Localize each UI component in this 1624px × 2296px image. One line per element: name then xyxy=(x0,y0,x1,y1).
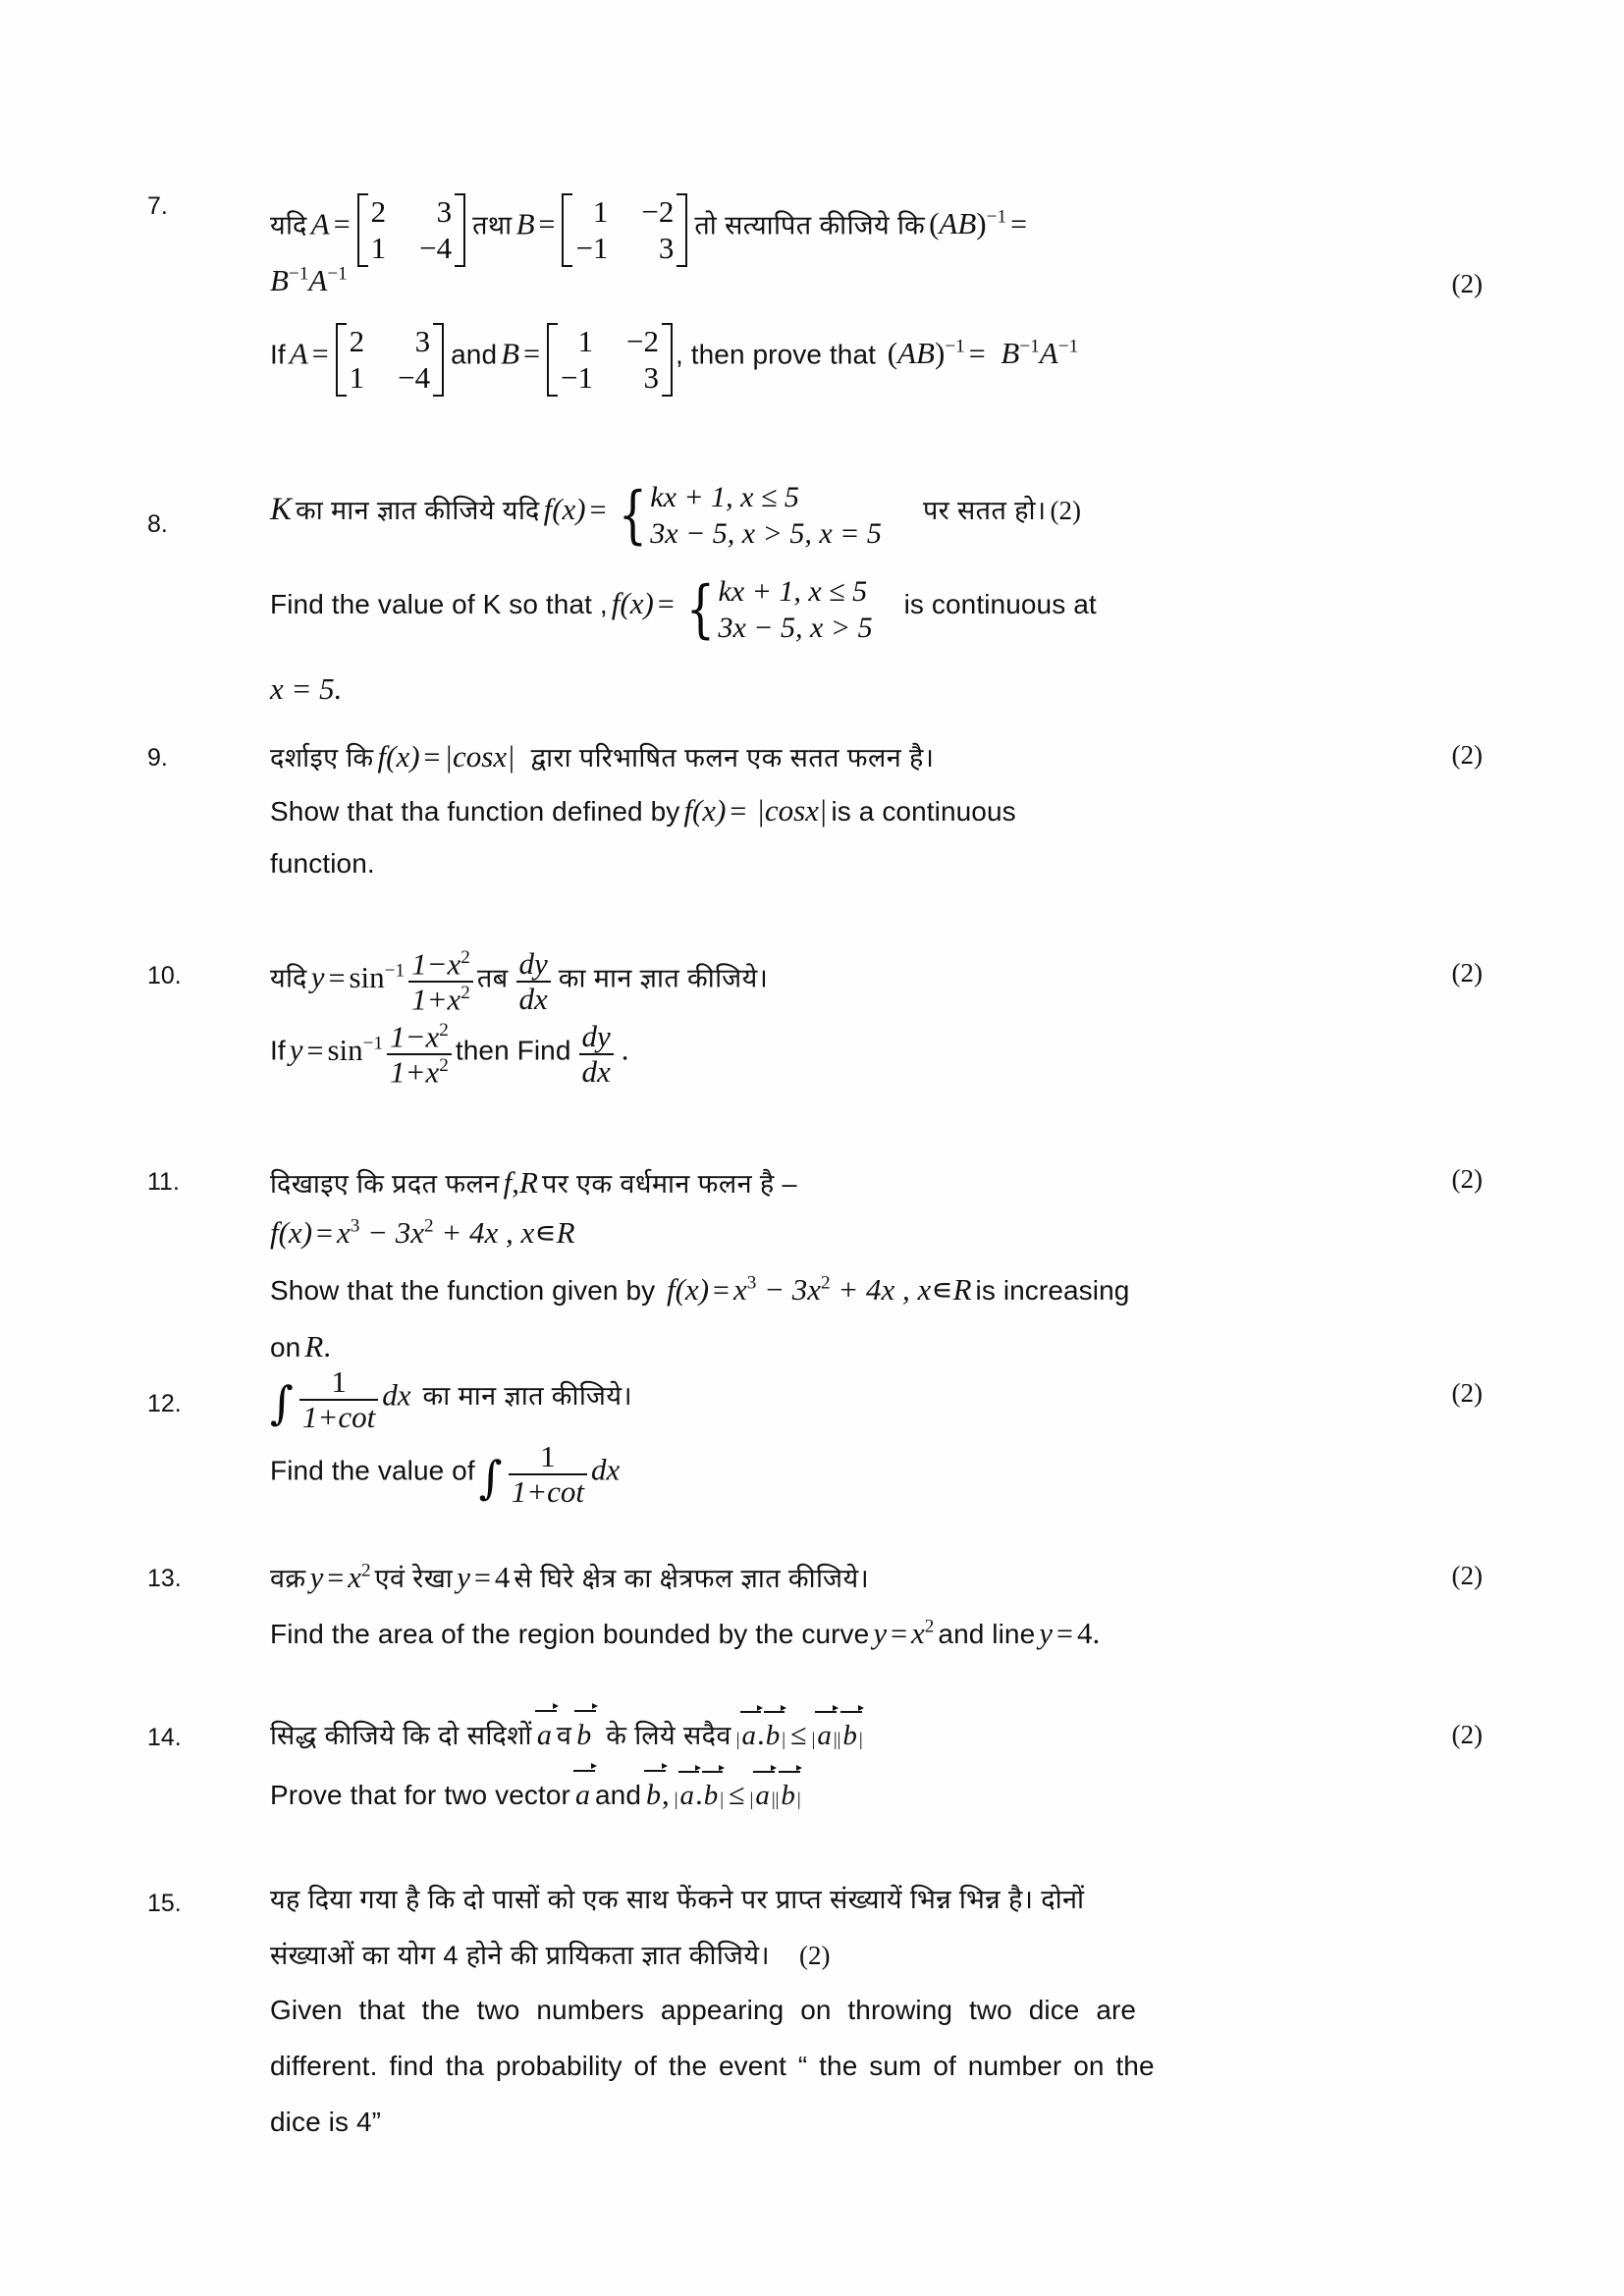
vector-a-icon-en-2: a xyxy=(679,1780,696,1812)
q7-var-b-en: B xyxy=(501,336,520,371)
leq-op: ≤ xyxy=(790,1719,807,1751)
dot-product-op: . xyxy=(757,1717,765,1751)
q9-hindi-line: दर्शाइए कि f(x) = |cosx| द्वारा परिभाषित फलन एक सतत फलन है। (2) xyxy=(270,739,1483,774)
abs-close-3: | xyxy=(858,1730,863,1750)
dot-product-op-en: . xyxy=(695,1777,703,1811)
q9-english-suffix: is a continuous xyxy=(831,796,1016,827)
q11-hindi-line xyxy=(270,1164,1483,1215)
q8-english-prefix: Find the value of K so that , xyxy=(270,588,608,619)
q12-den: 1+cot xyxy=(299,1399,378,1433)
q7-hindi-prefix: यदि xyxy=(270,210,307,240)
q12-num-en: 1 xyxy=(540,1439,556,1473)
q14-comma: , xyxy=(662,1777,670,1811)
q7-matrix-a-english: 2 3 1 −4 xyxy=(336,322,444,398)
q12-fraction-hindi xyxy=(299,1366,378,1432)
abs-open-2: | xyxy=(811,1730,816,1750)
q10-fraction-english: $\frac{1-x^2}{1+x^2}$ xyxy=(387,1021,452,1088)
q10-english-suffix: . xyxy=(621,1032,629,1067)
question-15 xyxy=(147,1880,1483,2156)
q11-var-r-en: R xyxy=(304,1329,324,1363)
q8-piecewise-hindi: { kx + 1, x ≤ 5 3x − 5, x > 5, x = 5 xyxy=(618,478,882,552)
q15-hindi-2: संख्याओं का योग 4 होने की प्रायिकता ज्ञात कीजिये। xyxy=(270,1941,771,1970)
q10-hindi-prefix: यदि xyxy=(270,963,307,993)
q7-english-prefix: If xyxy=(270,339,286,370)
q7-matrix-b-hindi: 1 −2 −1 3 xyxy=(562,192,687,268)
question-number: 14. xyxy=(147,1724,182,1751)
q7-hindi-suffix: तो सत्यापित कीजिये कि xyxy=(694,210,926,240)
question-14 xyxy=(147,1716,1483,1832)
q10-var-y: y xyxy=(310,959,325,994)
question-9 xyxy=(147,738,1483,897)
q8-hindi-prefix: का मान ज्ञात कीजिये यदि xyxy=(296,495,540,525)
q11-formula-line xyxy=(270,1215,1483,1272)
q15-english-line-2 xyxy=(270,2051,1483,2107)
abs-close: | xyxy=(782,1730,786,1750)
q13-curve-x2: $x^2$ xyxy=(348,1560,371,1594)
vector-a-icon-en: a xyxy=(574,1779,591,1812)
question-body xyxy=(270,479,1483,721)
q8-english-line: Find the value of K so that , f(x) = { kx + 1, x ≤ 5 3x − 5, x > 5 is continuous at xyxy=(270,572,1097,646)
q8-case-2-en: 3x − 5, x > 5 xyxy=(718,612,873,645)
q8-var-k: K xyxy=(270,491,293,527)
q11-marks: (2) xyxy=(1451,1164,1483,1194)
question-number: 10. xyxy=(147,962,182,989)
vector-b-icon-3: b xyxy=(841,1720,858,1752)
q9-english-line-2 xyxy=(270,848,1483,897)
q11-comma: , xyxy=(512,1165,520,1200)
q8-case-1: kx + 1, x ≤ 5 xyxy=(650,481,799,513)
q13-curve-y-en: y xyxy=(873,1616,888,1650)
q10-english-mid: then Find xyxy=(455,1035,571,1066)
q9-fx: f(x) xyxy=(377,739,420,774)
question-8 xyxy=(147,479,1483,721)
abs-close-en: | xyxy=(720,1789,725,1810)
q10-hindi-line: यदि $y = \sin^{-1}$ $\frac{1-x^2}{1+x^2}$ तब $\frac{dy}{dx}$ का मान ज्ञात कीजिये। (2) xyxy=(270,946,1483,1017)
q11-hindi-prefix: दिखाइए कि प्रदत फलन xyxy=(270,1169,500,1199)
q9-english-function-word: function. xyxy=(270,848,375,879)
q9-expr: |cosx| xyxy=(444,739,515,774)
q15-hindi-line-1 xyxy=(270,1880,1483,1936)
q10-english-prefix: If xyxy=(270,1035,286,1066)
abs-close-en-2: || xyxy=(771,1789,780,1810)
vector-b-icon-en: b xyxy=(645,1779,662,1812)
q7-english-mid: and xyxy=(451,339,498,370)
q9-english-line-1: Show that tha function defined by f(x) = |cosx| is a continuous xyxy=(270,793,1016,828)
q13-english-b: and line xyxy=(938,1619,1036,1649)
q12-marks: (2) xyxy=(1451,1378,1483,1408)
q13-hindi-a: वक्र xyxy=(270,1564,306,1593)
q15-marks: (2) xyxy=(799,1941,831,1970)
q15-hindi-1: यह दिया गया है कि दो पासों को एक साथ फेंकने पर प्राप्त संख्यायें भिन्न भिन्न है। दोनों xyxy=(270,1885,1085,1914)
q9-hindi-suffix: द्वारा परिभाषित फलन एक सतत फलन है। xyxy=(530,743,935,773)
q7-result-rhs: $B^{-1}A^{-1}$ xyxy=(270,263,348,297)
q11-var-r: R xyxy=(519,1165,538,1200)
q13-curve-x2-en: $x^2$ xyxy=(911,1616,935,1650)
q13-english-line: Find the area of the region bounded by the curve $y = x^2$ and line y = 4. xyxy=(270,1616,1101,1650)
q8-marks: (2) xyxy=(1050,495,1081,525)
q7-matrix-b-english: 1 −2 −1 3 xyxy=(547,322,673,398)
q14-english-a: Prove that for two vector xyxy=(270,1780,570,1810)
vector-a-icon-2: a xyxy=(741,1720,758,1752)
q8-hindi-line: K का मान ज्ञात कीजिये यदि f(x) = { kx + 1, x ≤ 5 3x − 5, x > 5, x = 5 पर सतत हो। (2) xyxy=(270,478,1081,552)
question-11 xyxy=(147,1164,1483,1378)
q15-english-line-3 xyxy=(270,2107,1483,2156)
q14-hindi-v: व xyxy=(556,1721,572,1750)
vector-b-icon: b xyxy=(575,1719,592,1752)
q10-fraction-hindi: $\frac{1-x^2}{1+x^2}$ xyxy=(408,948,473,1015)
q10-english-line: If $y = \sin^{-1}$ $\frac{1-x^2}{1+x^2}$ then Find $\frac{dy}{dx}$ . xyxy=(270,1019,629,1090)
q12-dx: dx xyxy=(382,1377,411,1413)
q11-formula: $f(x) = x^3 - 3x^2 + 4x$ , x∊R xyxy=(270,1215,575,1250)
abs-close-en-3: | xyxy=(796,1789,801,1810)
question-body xyxy=(270,1716,1483,1832)
question-number: 9. xyxy=(147,744,168,772)
q12-fraction-english xyxy=(509,1441,587,1507)
vector-b-icon-2: b xyxy=(765,1720,782,1752)
q7-hindi-mid: तथा xyxy=(472,210,513,240)
q10-arcsin: $\sin^{-1}$ xyxy=(349,959,406,994)
q8-case-1-en: kx + 1, x ≤ 5 xyxy=(718,575,868,608)
question-number: 11. xyxy=(147,1168,180,1196)
q14-hindi-line xyxy=(270,1716,1483,1777)
abs-open-en-2: | xyxy=(749,1789,754,1810)
vector-a-icon-3: a xyxy=(816,1720,833,1752)
q8-case-2: 3x − 5, x > 5, x = 5 xyxy=(650,517,882,551)
q10-hindi-suffix: का मान ज्ञात कीजिये। xyxy=(558,963,769,993)
question-7 xyxy=(147,192,1483,395)
q7-result-lhs: (AB)$^{-1}$ xyxy=(929,206,1007,241)
q15-english-1: Given that the two numbers appearing on throwing two dice are xyxy=(270,1995,1137,2025)
q7-result-lhs-en: (AB)$^{-1}$ xyxy=(880,336,965,371)
q9-hindi-prefix: दर्शाइए कि xyxy=(270,743,374,773)
q10-hindi-mid: तब xyxy=(476,963,509,993)
q7-marks: (2) xyxy=(1451,269,1483,298)
question-number: 13. xyxy=(147,1565,182,1592)
question-number: 12. xyxy=(147,1390,182,1417)
question-10 xyxy=(147,946,1483,1092)
abs-close-2: || xyxy=(833,1730,841,1750)
q8-english-suffix: is continuous at xyxy=(903,588,1097,619)
integral-icon-english: ∫ xyxy=(478,1450,503,1504)
q7-matrix-a-hindi: 2 3 1 −4 xyxy=(357,192,465,268)
vector-b-icon-en-2: b xyxy=(703,1780,720,1812)
q11-english-line-1 xyxy=(270,1272,1483,1329)
q12-num: 1 xyxy=(331,1364,347,1399)
q8-fx-en: f(x) xyxy=(611,585,654,620)
q13-line-y-en: y xyxy=(1039,1616,1054,1650)
q13-curve-y: y xyxy=(309,1560,324,1594)
q7-english-line: If A = 2 3 1 −4 and B = 1 −2 −1 3 , then prove that $(AB)^{-1} = B^{-1}A^{-1}$ xyxy=(270,322,1483,391)
q8-fx: f(x) xyxy=(543,491,586,526)
vector-a-icon: a xyxy=(536,1719,553,1752)
integral-icon: ∫ xyxy=(270,1375,294,1429)
question-body xyxy=(270,946,1483,1092)
q15-english-3: dice is 4” xyxy=(270,2107,382,2137)
q11-hindi-suffix: पर एक वर्धमान फलन है – xyxy=(541,1169,797,1199)
q8-x-equals-5: x = 5. xyxy=(270,671,343,706)
q13-hindi-line: वक्र $y = x^2$ एवं रेखा y = 4 से घिरे क्षेत्र का क्षेत्रफल ज्ञात कीजिये। (2) xyxy=(270,1560,1483,1594)
q7-hindi-line-2 xyxy=(270,263,1483,322)
q10-var-y-en: y xyxy=(289,1032,303,1067)
q10-dydx-hindi: $\frac{dy}{dx}$ xyxy=(516,948,551,1014)
q11-var-f: f xyxy=(503,1165,513,1200)
q13-period: . xyxy=(1092,1616,1101,1650)
leq-op-en: ≤ xyxy=(729,1779,745,1811)
question-body xyxy=(270,1164,1483,1378)
q12-english-line xyxy=(270,1439,1483,1512)
q12-den-en: 1+cot xyxy=(509,1473,587,1508)
q7-var-a-en: A xyxy=(289,336,308,371)
q12-hindi-suffix: का मान ज्ञात कीजिये। xyxy=(422,1381,633,1412)
vector-b-icon-en-3: b xyxy=(780,1780,796,1812)
q14-marks: (2) xyxy=(1451,1720,1483,1749)
question-number: 7. xyxy=(147,192,168,220)
question-body xyxy=(270,738,1483,897)
q8-last-line xyxy=(270,671,1483,721)
q13-marks: (2) xyxy=(1451,1561,1483,1590)
abs-open: | xyxy=(735,1730,740,1750)
q14-english-line xyxy=(270,1777,1483,1832)
question-number: 8. xyxy=(147,510,168,538)
q13-english-a: Find the area of the region bounded by the curve xyxy=(270,1619,870,1649)
q10-dydx-english: $\frac{dy}{dx}$ xyxy=(579,1021,614,1087)
q7-var-b: B xyxy=(515,206,535,241)
q11-english-suffix: is increasing xyxy=(975,1275,1130,1306)
q8-hindi-suffix: पर सतत हो। xyxy=(922,495,1047,525)
abs-open-en: | xyxy=(674,1789,678,1810)
q9-marks: (2) xyxy=(1451,740,1483,770)
question-13 xyxy=(147,1559,1483,1671)
vector-a-icon-en-3: a xyxy=(754,1780,771,1812)
q9-fx-en: f(x) xyxy=(683,793,727,828)
q14-english-and: and xyxy=(594,1780,641,1810)
q12-english-prefix: Find the value of xyxy=(270,1455,475,1486)
q14-hindi-b: के लिये सदैव xyxy=(606,1721,731,1750)
q12-dx-en: dx xyxy=(591,1452,621,1487)
q7-english-suffix: , then prove that xyxy=(675,339,877,370)
q8-piecewise-english: { kx + 1, x ≤ 5 3x − 5, x > 5 xyxy=(685,572,873,646)
q7-result-rhs-en: $B^{-1}A^{-1}$ xyxy=(993,336,1079,371)
question-12 xyxy=(147,1364,1483,1512)
q15-hindi-line-2 xyxy=(270,1936,1483,1995)
q7-hindi-line-1: यदि A = 2 3 1 −4 तथा B = 1 −2 −1 3 तो सत्यापित कीजिये कि (AB)$^{-1}$ = xyxy=(270,192,1483,263)
q13-line-val-en: 4 xyxy=(1076,1616,1093,1650)
q13-line-val: 4 xyxy=(494,1560,511,1594)
q11-english-prefix: Show that the function given by xyxy=(270,1275,656,1306)
q13-line-y: y xyxy=(457,1560,470,1594)
q7-var-a: A xyxy=(310,206,330,241)
question-number: 15. xyxy=(147,1890,182,1917)
q14-hindi-a: सिद्ध कीजिये कि दो सदिशों xyxy=(270,1721,532,1750)
q10-arcsin-en: $\sin^{-1}$ xyxy=(327,1032,384,1067)
q11-english-on: on xyxy=(270,1332,301,1362)
question-body xyxy=(270,192,1483,395)
question-body xyxy=(270,1559,1483,1671)
q9-expr-en: |cosx| xyxy=(756,793,828,828)
q13-hindi-c: से घिरे क्षेत्र का क्षेत्रफल ज्ञात कीजिये। xyxy=(514,1564,870,1593)
q15-english-line-1 xyxy=(270,1995,1483,2051)
question-body xyxy=(270,1880,1483,2156)
q11-period: . xyxy=(323,1329,332,1363)
question-body xyxy=(270,1364,1483,1512)
q13-hindi-b: एवं रेखा xyxy=(374,1564,454,1593)
q12-hindi-line xyxy=(270,1364,1483,1443)
q11-formula-en: $f(x) = x^3 - 3x^2 + 4x$ , x∊R xyxy=(659,1272,972,1307)
q10-marks: (2) xyxy=(1451,958,1483,988)
q15-english-2: different. find tha probability of the event “ the sum of number on the xyxy=(270,2051,1155,2081)
q9-english-prefix: Show that tha function defined by xyxy=(270,796,680,827)
